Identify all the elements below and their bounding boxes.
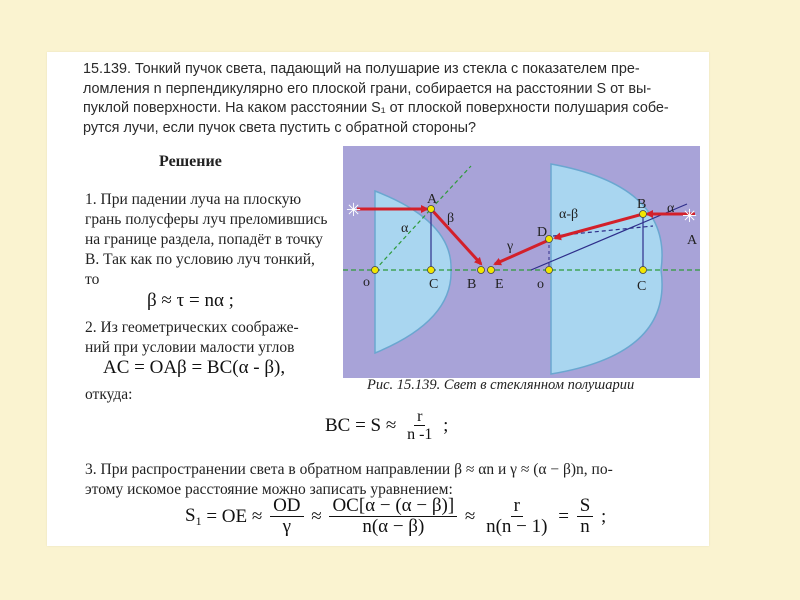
problem-line: пуклой поверхности. На каком расстоянии S₁ от плоской поверхности полушария собе- [83,100,669,116]
label-o-right: o [537,277,544,292]
formula-bc-lhs: BC = S ≈ [325,414,397,436]
point-e-mid [488,267,495,274]
solution-step-2 [85,318,337,358]
step-line: ний при условии малости углов [85,339,295,356]
fraction-numerator: OD [270,496,303,517]
label-alpha-right: α [667,201,675,216]
point-c-left [428,267,435,274]
label-c-right: C [637,279,647,294]
step-line: откуда: [85,386,133,403]
label-c-left: C [429,277,439,292]
solution-heading: Решение [159,153,222,170]
fraction [483,496,550,537]
step-line: 3. При распространении света в обратном направлении β ≈ αn и γ ≈ (α − β)n, по- [85,461,613,478]
label-alpha-minus-beta: α-β [559,207,579,222]
point-c-right [640,267,647,274]
step-line: на границе раздела, попадёт в точку [85,231,323,248]
label-beta-left: β [447,211,455,226]
label-b-right: B [637,197,647,212]
formula-ac: AC = OAβ = BC(α - β), [103,357,286,378]
fraction-numerator: r [511,496,523,517]
label-o-left: o [363,275,370,290]
formula-eq: = OE ≈ [206,505,263,527]
left-hemisphere [375,191,451,353]
formula-beta-approx: β ≈ τ = nα ; [147,290,234,311]
fraction-denominator: n(α − β) [362,516,425,537]
step-line: В. Так как по условию луч тонкий, [85,251,315,268]
step-line: 1. При падении луча на плоскую [85,191,302,208]
point-o-right [546,267,553,274]
equals-sign: = [558,505,569,527]
fraction-numerator: OC[α − (α − β)] [329,496,457,517]
fraction [270,496,303,537]
label-gamma: γ [507,239,514,254]
formula-tail: ; [443,414,449,436]
formula-bc [325,408,448,443]
point-o-left [372,267,379,274]
problem-line: ломления n перпендикулярно его плоской грани, собирается на расстоянии S от вы- [83,80,652,97]
label-a-right: A [687,233,698,248]
figure-hemisphere [343,146,700,378]
fraction-denominator: n [580,516,590,537]
step-line: этому искомое расстояние можно записать уравнением: [85,481,453,498]
formula-s1-lhs [185,505,202,529]
problem-line: 15.139. Тонкий пучок света, падающий на полушарие из стекла с показателем пре- [83,61,640,77]
solution-step-1 [85,190,337,290]
label-a-left: A [427,192,438,207]
light-source-right: ✳ [682,206,698,226]
problem-statement [83,60,705,138]
fraction [404,408,435,443]
hemisphere-diagram [343,146,700,378]
label-d-right: D [537,225,548,240]
formula-s1 [185,496,606,537]
step-line: 2. Из геометрических соображе- [85,319,299,336]
fraction-numerator: r [414,408,425,426]
label-b-mid: B [467,277,477,292]
fraction-numerator: S [577,496,594,517]
point-b-mid [478,267,485,274]
fraction-denominator: n -1 [407,426,433,443]
approx-sign: ≈ [311,505,322,527]
fraction-denominator: n(n − 1) [486,516,548,537]
step-line: грань полусферы луч преломившись [85,211,328,228]
light-source-left: ✳ [346,200,362,220]
fraction [577,496,594,537]
exit-ray-right [495,240,549,264]
symbol-s: S [185,504,196,526]
subscript: 1 [195,513,202,528]
fraction [329,496,457,537]
formula-tail: ; [601,505,607,527]
label-e-mid: E [495,277,504,292]
figure-caption: Рис. 15.139. Свет в стеклянном полушарии [367,377,635,393]
label-alpha-left: α [401,221,409,236]
solution-step-3 [85,460,707,500]
step-line: то [85,271,100,288]
fraction-denominator: γ [282,516,291,537]
problem-line: рутся лучи, если пучок света пустить с обратной стороны? [83,119,477,136]
approx-sign: ≈ [464,505,476,527]
textbook-page [47,52,709,546]
